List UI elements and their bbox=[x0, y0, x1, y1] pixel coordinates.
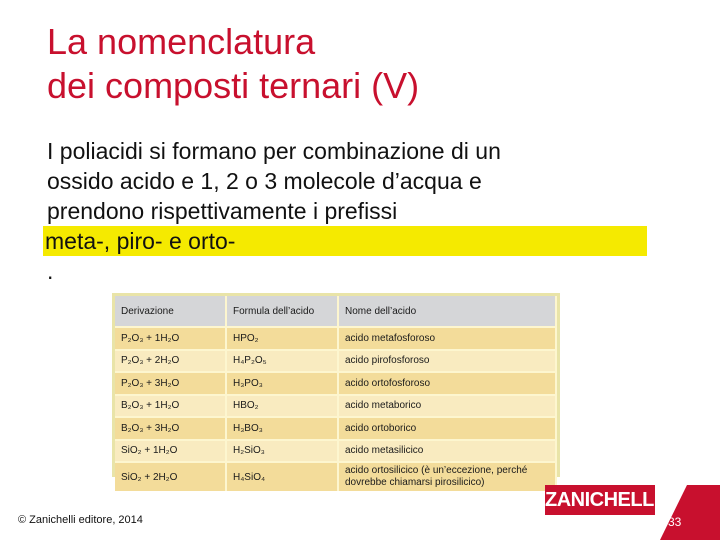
title-line-2: dei composti ternari (V) bbox=[47, 65, 420, 106]
body-line-4 bbox=[47, 226, 647, 286]
cell-formula: H₃BO₃ bbox=[226, 417, 338, 440]
table-row bbox=[115, 395, 556, 418]
table-row bbox=[115, 417, 556, 440]
slide-title bbox=[47, 20, 687, 108]
table-row bbox=[115, 350, 556, 373]
publisher-logo: ZANICHELLI bbox=[545, 485, 655, 515]
table-header-row bbox=[115, 296, 556, 327]
header-formula: Formula dell’acido bbox=[226, 296, 338, 327]
body-line-3: prendono rispettivamente i prefissi bbox=[47, 198, 398, 224]
cell-formula: HPO₂ bbox=[226, 327, 338, 350]
slide-body bbox=[47, 136, 647, 286]
cell-derivazione: P₂O₃ + 3H₂O bbox=[115, 372, 226, 395]
cell-derivazione: P₂O₃ + 1H₂O bbox=[115, 327, 226, 350]
cell-nome: acido metasilicico bbox=[338, 440, 556, 463]
corner-decoration bbox=[660, 485, 720, 540]
cell-formula: HBO₂ bbox=[226, 395, 338, 418]
cell-derivazione: P₂O₃ + 2H₂O bbox=[115, 350, 226, 373]
cell-nome: acido metafosforoso bbox=[338, 327, 556, 350]
table-row bbox=[115, 440, 556, 463]
cell-nome: acido ortofosforoso bbox=[338, 372, 556, 395]
cell-nome: acido pirofosforoso bbox=[338, 350, 556, 373]
header-nome: Nome dell’acido bbox=[338, 296, 556, 327]
copyright-notice: © Zanichelli editore, 2014 bbox=[18, 514, 143, 526]
page-number: 33 bbox=[668, 515, 682, 529]
acids-table-container bbox=[112, 293, 560, 488]
cell-nome: acido metaborico bbox=[338, 395, 556, 418]
cell-derivazione: SiO₂ + 2H₂O bbox=[115, 462, 226, 491]
highlighted-prefixes: meta-, piro- e orto- bbox=[43, 226, 647, 256]
cell-nome: acido ortoborico bbox=[338, 417, 556, 440]
table-row bbox=[115, 327, 556, 350]
cell-formula: H₂SiO₃ bbox=[226, 440, 338, 463]
cell-derivazione: B₂O₃ + 3H₂O bbox=[115, 417, 226, 440]
cell-formula: H₄P₂O₅ bbox=[226, 350, 338, 373]
cell-formula: H₃PO₃ bbox=[226, 372, 338, 395]
body-line-1: I poliacidi si formano per combinazione di un bbox=[47, 138, 501, 164]
cell-nome: acido ortosilicico (è un’eccezione, perché dovrebbe chiamarsi pirosilicico) bbox=[338, 462, 556, 491]
cell-derivazione: SiO₂ + 1H₂O bbox=[115, 440, 226, 463]
table-row bbox=[115, 372, 556, 395]
table-row bbox=[115, 462, 556, 491]
body-line-2: ossido acido e 1, 2 o 3 molecole d’acqua e bbox=[47, 168, 482, 194]
body-period: . bbox=[47, 258, 54, 284]
cell-derivazione: B₂O₃ + 1H₂O bbox=[115, 395, 226, 418]
title-line-1: La nomenclatura bbox=[47, 21, 316, 62]
cell-formula: H₄SiO₄ bbox=[226, 462, 338, 491]
header-derivazione: Derivazione bbox=[115, 296, 226, 327]
acids-table bbox=[115, 296, 557, 491]
